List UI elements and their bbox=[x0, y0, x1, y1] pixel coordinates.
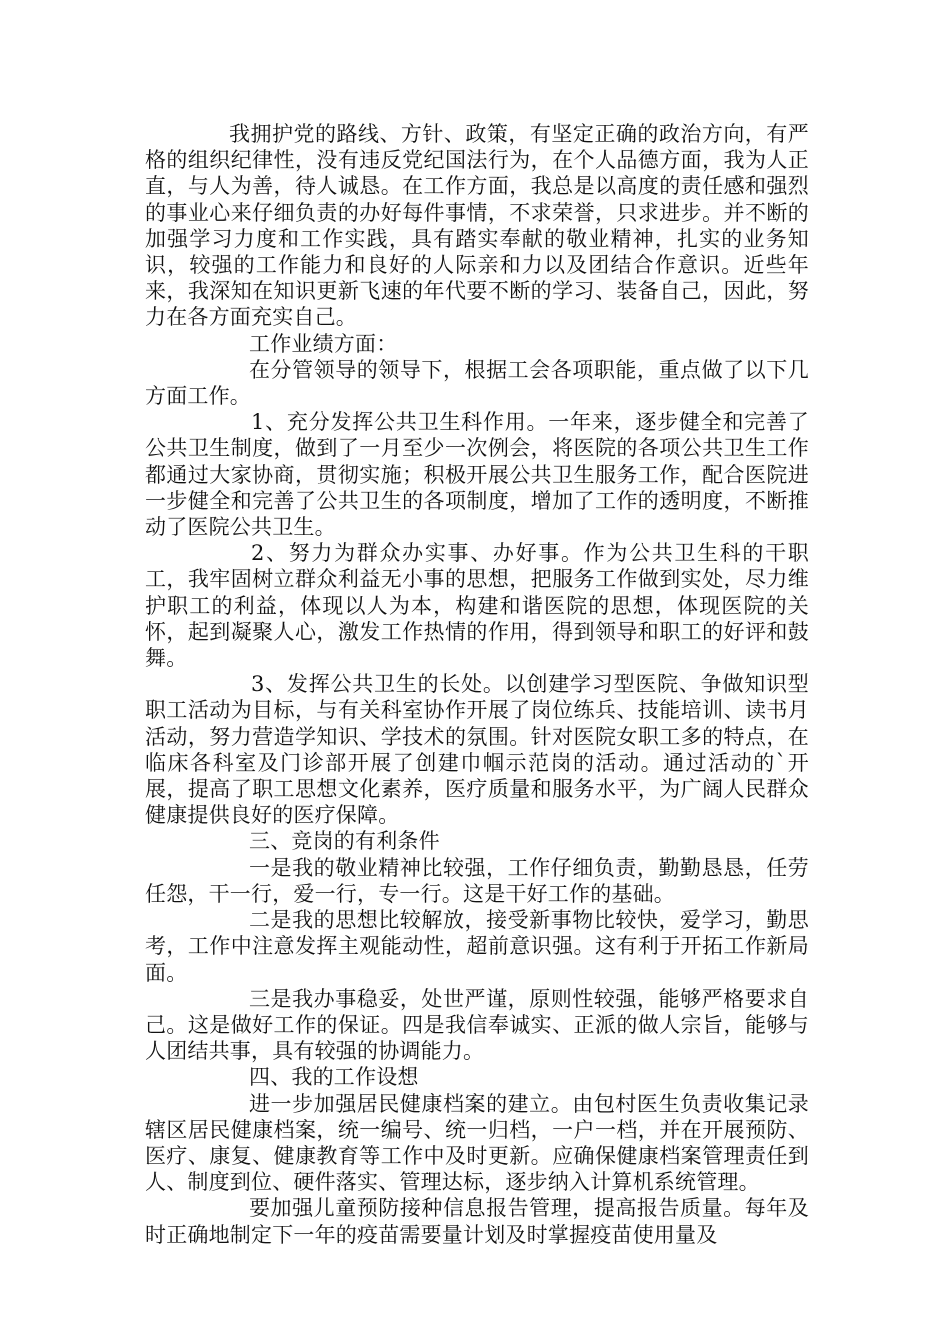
section-heading-work-performance: 工作业绩方面： bbox=[249, 331, 398, 356]
paragraph-health-records: 进一步加强居民健康档案的建立。由包村医生负责收集记录辖区居民健康档案，统一编号、统一归档，一户一档，并在开展预防、医疗、康复、健康教育等工作中及时更新。应确保健康档案管理责任到人、制度到位、硬件落实、管理达标，逐步纳入计算机系统管理。 bbox=[145, 1091, 809, 1195]
document-body bbox=[145, 121, 809, 1248]
paragraph-work-overview: 在分管领导的领导下，根据工会各项职能，重点做了以下几方面工作。 bbox=[145, 357, 809, 409]
paragraph-advantage-3: 三是我办事稳妥，处世严谨，原则性较强，能够严格要求自己。这是做好工作的保证。四是我信奉诚实、正派的做人宗旨，能够与人团结共事，具有较强的协调能力。 bbox=[145, 986, 809, 1064]
paragraph-political-stance: 我拥护党的路线、方针、政策，有坚定正确的政治方向，有严格的组织纪律性，没有违反党纪国法行为，在个人品德方面，我为人正直，与人为善，待人诚恳。在工作方面，我总是以高度的责任感和强烈的事业心来仔细负责的办好每件事情，不求荣誉，只求进步。并不断的加强学习力度和工作实践，具有踏实奉献的敬业精神，扎实的业务知识，较强的工作能力和良好的人际亲和力以及团结合作意识。近些年来，我深知在知识更新飞速的年代要不断的学习、装备自己，因此，努力在各方面充实自己。 bbox=[145, 122, 809, 330]
paragraph-vaccination-reporting: 要加强儿童预防接种信息报告管理，提高报告质量。每年及时正确地制定下一年的疫苗需要量计划及时掌握疫苗使用量及 bbox=[145, 1196, 809, 1247]
paragraph-item-2: 2、努力为群众办实事、办好事。作为公共卫生科的干职工，我牢固树立群众利益无小事的思想，把服务工作做到实处，尽力维护职工的利益，体现以人为本，构建和谐医院的思想，体现医院的关怀，起到凝聚人心，激发工作热情的作用，得到领导和职工的好评和鼓舞。 bbox=[145, 541, 809, 671]
paragraph-advantage-1: 一是我的敬业精神比较强，工作仔细负责，勤勤恳恳，任劳任怨，干一行，爱一行，专一行。这是干好工作的基础。 bbox=[145, 855, 809, 906]
paragraph-advantage-2: 二是我的思想比较解放，接受新事物比较快，爱学习，勤思考，工作中注意发挥主观能动性，超前意识强。这有利于开拓工作新局面。 bbox=[145, 908, 809, 985]
section-heading-advantages: 三、竞岗的有利条件 bbox=[249, 829, 440, 854]
section-heading-work-plan: 四、我的工作设想 bbox=[249, 1065, 419, 1090]
paragraph-item-3: 3、发挥公共卫生的长处。以创建学习型医院、争做知识型职工活动为目标，与有关科室协作开展了岗位练兵、技能培训、读书月活动，努力营造学知识、学技术的氛围。针对医院女职工多的特点，在临床各科室及门诊部开展了创建巾帼示范岗的活动。通过活动的`开展，提高了职工思想文化素养，医疗质量和服务水平，为广阔人民群众健康提供良好的医疗保障。 bbox=[145, 672, 809, 828]
paragraph-item-1: 1、充分发挥公共卫生科作用。一年来，逐步健全和完善了公共卫生制度，做到了一月至少一次例会，将医院的各项公共卫生工作都通过大家协商，贯彻实施；积极开展公共卫生服务工作，配合医院进一步健全和完善了公共卫生的各项制度，增加了工作的透明度，不断推动了医院公共卫生。 bbox=[145, 410, 809, 540]
